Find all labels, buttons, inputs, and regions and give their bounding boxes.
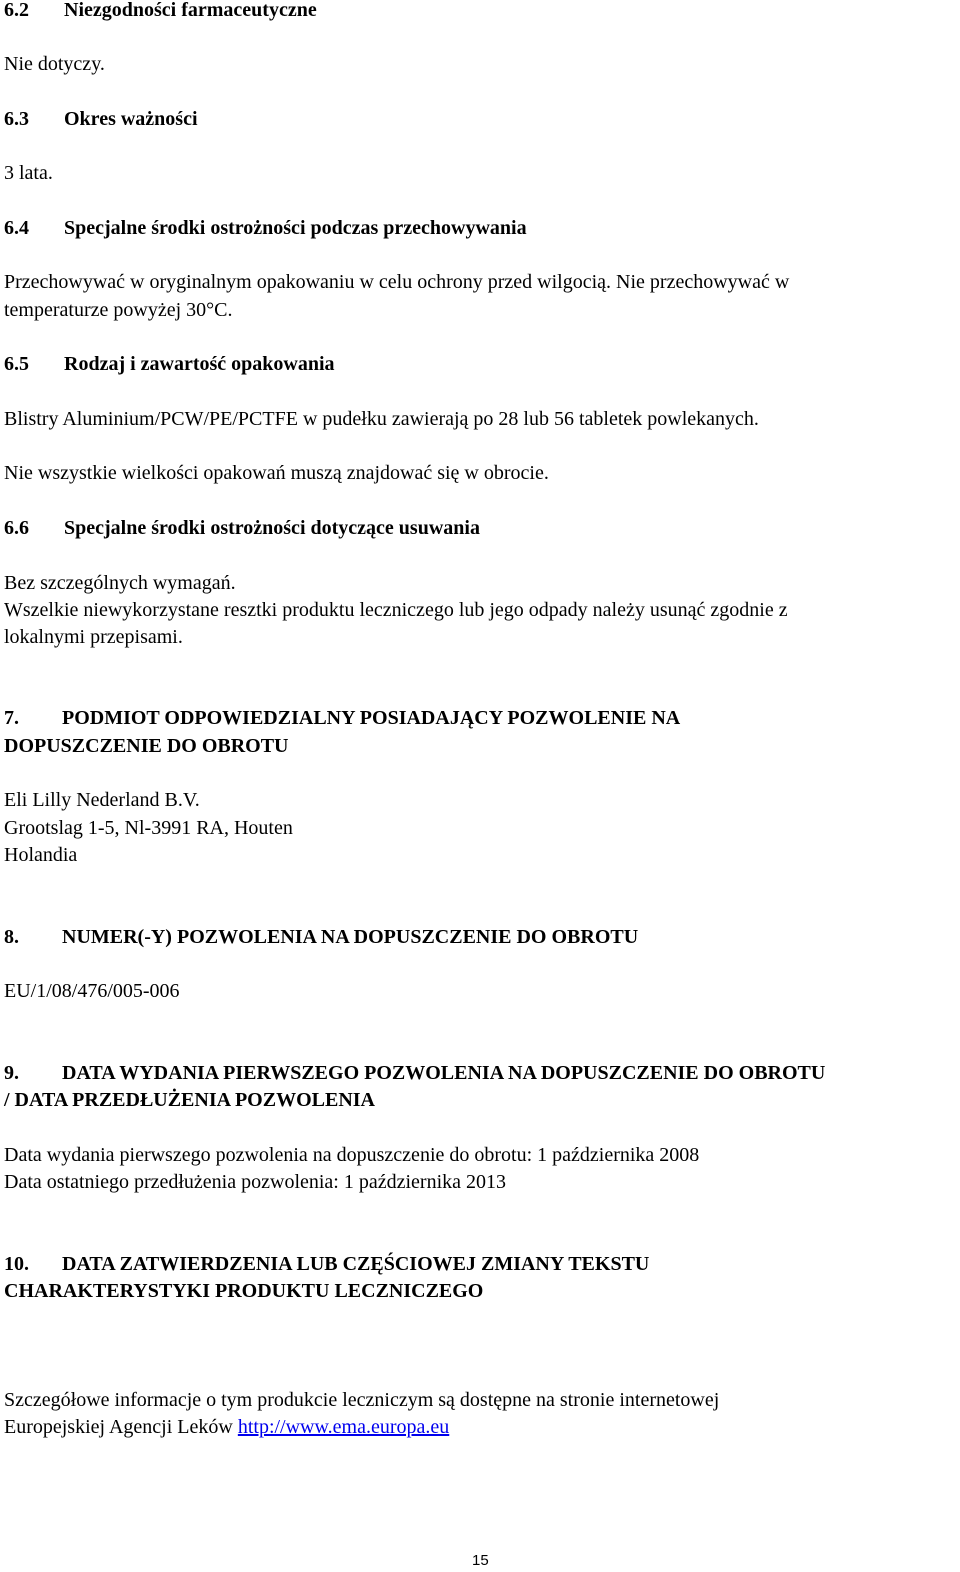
section-6-5-text-line2: Nie wszystkie wielkości opakowań muszą znajdować się w obrocie.: [4, 462, 549, 484]
section-number: 6.5: [4, 353, 29, 375]
holder-address: Grootslag 1-5, Nl-3991 RA, Houten: [4, 817, 293, 839]
section-10-heading-line1: [4, 1254, 649, 1274]
section-8-heading: [4, 927, 638, 947]
holder-country: Holandia: [4, 844, 78, 866]
section-6-6-text-line2: Wszelkie niewykorzystane resztki produktu leczniczego lub jego odpady należy usunąć zgodnie z: [4, 599, 788, 621]
section-number: 6.6: [4, 517, 29, 539]
first-authorisation-date: Data wydania pierwszego pozwolenia na dopuszczenie do obrotu: 1 października 2008: [4, 1144, 700, 1166]
section-6-4-text-line2: temperaturze powyżej 30°C.: [4, 299, 233, 321]
section-10-heading-line2: CHARAKTERYSTYKI PRODUKTU LECZNICZEGO: [4, 1280, 484, 1302]
section-6-4-heading: [4, 218, 527, 238]
ema-info-line2: [4, 1417, 449, 1437]
section-title: Okres ważności: [64, 108, 198, 130]
section-6-2-text: Nie dotyczy.: [4, 53, 105, 75]
section-number: 7.: [4, 707, 19, 729]
section-9-heading-line2: / DATA PRZEDŁUŻENIA POZWOLENIA: [4, 1089, 375, 1111]
ema-info-line1: Szczegółowe informacje o tym produkcie leczniczym są dostępne na stronie internetowej: [4, 1389, 720, 1411]
section-number: 9.: [4, 1062, 19, 1084]
section-6-3-text: 3 lata.: [4, 162, 53, 184]
section-title: Specjalne środki ostrożności podczas przechowywania: [64, 217, 527, 239]
section-6-6-text-line3: lokalnymi przepisami.: [4, 626, 183, 648]
section-title: NUMER(-Y) POZWOLENIA NA DOPUSZCZENIE DO OBROTU: [62, 926, 639, 948]
authorisation-number: EU/1/08/476/005-006: [4, 980, 180, 1002]
section-6-2-heading: [4, 0, 317, 20]
section-6-6-text-line1: Bez szczególnych wymagań.: [4, 572, 236, 594]
section-6-3-heading: [4, 109, 198, 129]
section-6-5-heading: [4, 354, 335, 374]
section-number: 6.4: [4, 217, 29, 239]
section-number: 6.2: [4, 0, 29, 21]
holder-name: Eli Lilly Nederland B.V.: [4, 789, 200, 811]
section-7-heading-line2: DOPUSZCZENIE DO OBROTU: [4, 735, 289, 757]
section-title: PODMIOT ODPOWIEDZIALNY POSIADAJĄCY POZWOLENIE NA: [62, 707, 681, 729]
section-7-heading-line1: [4, 708, 680, 728]
section-title: DATA WYDANIA PIERWSZEGO POZWOLENIA NA DOPUSZCZENIE DO OBROTU: [62, 1062, 826, 1084]
ema-agency-text: Europejskiej Agencji Leków: [4, 1416, 233, 1438]
section-6-4-text-line1: Przechowywać w oryginalnym opakowaniu w celu ochrony przed wilgocią. Nie przechowywać w: [4, 271, 790, 293]
section-number: 10.: [4, 1253, 29, 1275]
ema-website-link[interactable]: http://www.ema.europa.eu: [237, 1416, 450, 1438]
section-title: DATA ZATWIERDZENIA LUB CZĘŚCIOWEJ ZMIANY TEKSTU: [62, 1253, 650, 1275]
section-number: 8.: [4, 926, 19, 948]
section-number: 6.3: [4, 108, 29, 130]
section-6-5-text-line1: Blistry Aluminium/PCW/PE/PCTFE w pudełku zawierają po 28 lub 56 tabletek powlekanych.: [4, 408, 759, 430]
section-title: Rodzaj i zawartość opakowania: [64, 353, 335, 375]
renewal-date: Data ostatniego przedłużenia pozwolenia: 1 października 2013: [4, 1171, 507, 1193]
page-number: 15: [472, 1552, 489, 1569]
section-6-6-heading: [4, 518, 480, 538]
section-title: Niezgodności farmaceutyczne: [64, 0, 317, 21]
section-9-heading-line1: [4, 1063, 825, 1083]
section-title: Specjalne środki ostrożności dotyczące usuwania: [64, 517, 480, 539]
